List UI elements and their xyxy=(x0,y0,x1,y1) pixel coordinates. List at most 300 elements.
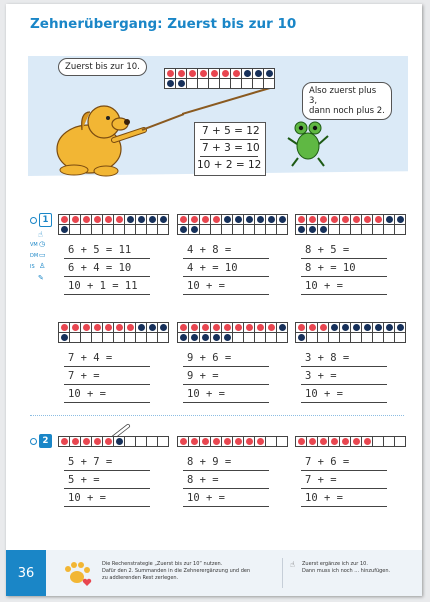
red-counter xyxy=(268,324,275,331)
frame-cell xyxy=(81,437,91,446)
answer-line xyxy=(183,258,269,259)
red-counter xyxy=(233,70,240,77)
frame-cell xyxy=(70,225,80,234)
frame-cell xyxy=(253,69,263,78)
equation-line[interactable]: 3 + = xyxy=(305,370,337,382)
frame-cell xyxy=(103,437,113,446)
frame-cell xyxy=(318,215,328,224)
frame-cell xyxy=(70,333,80,342)
frame-cell xyxy=(395,323,405,332)
red-counter xyxy=(61,324,68,331)
equation-line[interactable]: 8 + 5 = xyxy=(305,244,350,256)
blue-counter xyxy=(191,334,198,341)
red-counter xyxy=(180,216,187,223)
frame-cell xyxy=(198,79,208,88)
red-counter xyxy=(61,216,68,223)
frame-cell xyxy=(340,333,350,342)
frame-cell xyxy=(222,333,232,342)
frame-cell xyxy=(233,225,243,234)
frame-cell xyxy=(373,333,383,342)
frame-cell xyxy=(266,437,276,446)
frame-cell xyxy=(178,437,188,446)
equation-line[interactable]: 10 + = xyxy=(68,388,106,400)
frame-cell xyxy=(70,437,80,446)
frame-cell xyxy=(351,215,361,224)
red-counter xyxy=(353,216,360,223)
frame-cell xyxy=(244,215,254,224)
frame-cell xyxy=(103,225,113,234)
blue-counter xyxy=(298,334,305,341)
frame-cell xyxy=(340,215,350,224)
blue-counter xyxy=(298,226,305,233)
ten-frame xyxy=(177,214,288,235)
frame-cell xyxy=(340,323,350,332)
frame-cell xyxy=(178,225,188,234)
frame-cell xyxy=(296,225,306,234)
blue-counter xyxy=(397,324,404,331)
frame-cell xyxy=(70,215,80,224)
frame-cell xyxy=(253,79,263,88)
blue-counter xyxy=(255,70,262,77)
frame-cell xyxy=(189,437,199,446)
dog-speech-bubble xyxy=(58,58,147,76)
red-counter xyxy=(235,438,242,445)
frame-cell xyxy=(165,69,175,78)
red-counter xyxy=(342,438,349,445)
frame-cell xyxy=(59,225,69,234)
frame-cell xyxy=(318,225,328,234)
red-counter xyxy=(364,438,371,445)
frame-cell xyxy=(362,225,372,234)
frame-cell xyxy=(147,437,157,446)
frame-cell xyxy=(222,437,232,446)
frame-cell xyxy=(114,333,124,342)
red-counter xyxy=(116,216,123,223)
frame-cell xyxy=(395,225,405,234)
red-counter xyxy=(246,324,253,331)
frame-cell xyxy=(277,225,287,234)
blue-counter xyxy=(257,216,264,223)
red-counter xyxy=(298,216,305,223)
frame-cell xyxy=(158,437,168,446)
intro-equation-3: 10 + 2 = 12 xyxy=(197,159,262,171)
equation-line[interactable]: 10 + 1 = 11 xyxy=(68,280,138,292)
red-counter xyxy=(167,70,174,77)
frame-cell xyxy=(136,333,146,342)
frame-cell xyxy=(231,69,241,78)
footer-divider xyxy=(282,558,283,588)
blue-counter xyxy=(266,70,273,77)
frame-cell xyxy=(200,323,210,332)
blue-counter xyxy=(213,334,220,341)
blue-counter xyxy=(353,324,360,331)
frame-cell xyxy=(70,323,80,332)
pointer-stick xyxy=(182,86,272,118)
frog-illustration xyxy=(286,116,330,168)
red-counter xyxy=(375,216,382,223)
frame-cell xyxy=(351,437,361,446)
frame-cell xyxy=(362,333,372,342)
frame-cell xyxy=(211,333,221,342)
red-counter xyxy=(257,438,264,445)
red-counter xyxy=(246,438,253,445)
equation-line[interactable]: 7 + = xyxy=(305,474,337,486)
red-counter xyxy=(320,216,327,223)
blue-counter xyxy=(202,334,209,341)
blue-counter xyxy=(375,324,382,331)
hand-icon: ☝ xyxy=(290,560,295,569)
red-counter xyxy=(105,324,112,331)
blue-counter xyxy=(364,324,371,331)
blue-counter xyxy=(138,216,145,223)
blue-counter xyxy=(61,334,68,341)
frame-cell xyxy=(384,333,394,342)
answer-line xyxy=(183,366,269,367)
frame-cell xyxy=(384,323,394,332)
blue-counter xyxy=(160,324,167,331)
answer-line xyxy=(64,294,150,295)
frame-cell xyxy=(200,225,210,234)
frame-cell xyxy=(266,323,276,332)
frame-cell xyxy=(244,437,254,446)
frame-cell xyxy=(92,333,102,342)
red-counter xyxy=(178,70,185,77)
frog-speech-line2: dann noch plus 2. xyxy=(309,106,385,116)
frame-cell xyxy=(136,437,146,446)
red-counter xyxy=(105,438,112,445)
frame-cell xyxy=(81,333,91,342)
frame-cell xyxy=(178,215,188,224)
frame-cell xyxy=(59,215,69,224)
red-counter xyxy=(224,324,231,331)
equation-line[interactable]: 3 + 8 = xyxy=(305,352,350,364)
red-counter xyxy=(191,216,198,223)
blue-counter xyxy=(397,216,404,223)
answer-line xyxy=(301,402,387,403)
red-counter xyxy=(320,324,327,331)
red-counter xyxy=(83,324,90,331)
blue-counter xyxy=(116,438,123,445)
frame-cell xyxy=(244,333,254,342)
equation-line[interactable]: 7 + 4 = xyxy=(68,352,113,364)
intro-equation-1: 7 + 5 = 12 xyxy=(202,125,260,137)
ten-frame xyxy=(295,322,406,343)
frame-cell xyxy=(147,323,157,332)
frame-cell xyxy=(266,225,276,234)
frame-cell xyxy=(211,215,221,224)
frame-cell xyxy=(255,215,265,224)
equation-line[interactable]: 4 + 8 = xyxy=(187,244,232,256)
frog-speech-bubble xyxy=(302,82,392,120)
red-counter xyxy=(202,438,209,445)
page-title: Zehnerübergang: Zuerst bis zur 10 xyxy=(30,16,297,32)
frame-cell xyxy=(189,323,199,332)
equation-line[interactable]: 6 + 5 = 11 xyxy=(68,244,132,256)
equation-line[interactable]: 5 + 7 = xyxy=(68,456,113,468)
frame-cell xyxy=(296,323,306,332)
answer-line xyxy=(183,276,269,277)
answer-line xyxy=(64,366,150,367)
ten-frame xyxy=(177,436,288,447)
frame-cell xyxy=(340,225,350,234)
blue-counter xyxy=(160,216,167,223)
frame-cell xyxy=(384,437,394,446)
frame-cell xyxy=(373,323,383,332)
answer-line xyxy=(301,294,387,295)
frame-cell xyxy=(231,79,241,88)
frame-cell xyxy=(92,437,102,446)
frame-cell xyxy=(125,215,135,224)
edit-icon: ✎ xyxy=(38,274,44,282)
task-checkbox[interactable] xyxy=(30,217,37,224)
blue-counter xyxy=(167,80,174,87)
red-counter xyxy=(94,438,101,445)
frame-cell xyxy=(125,333,135,342)
frame-cell xyxy=(114,437,124,446)
blue-counter xyxy=(320,226,327,233)
page-footer xyxy=(6,550,422,596)
frame-cell xyxy=(176,69,186,78)
frame-cell xyxy=(362,215,372,224)
equation-line[interactable]: 4 + = 10 xyxy=(187,262,238,274)
answer-line xyxy=(64,470,150,471)
blue-counter xyxy=(268,216,275,223)
red-counter xyxy=(257,324,264,331)
blue-counter xyxy=(180,226,187,233)
frame-cell xyxy=(103,323,113,332)
blue-counter xyxy=(331,324,338,331)
blue-counter xyxy=(180,334,187,341)
paw-icon xyxy=(62,560,92,586)
red-counter xyxy=(353,438,360,445)
red-counter xyxy=(94,324,101,331)
equation-rule xyxy=(200,156,258,157)
red-counter xyxy=(331,216,338,223)
red-counter xyxy=(105,216,112,223)
frame-cell xyxy=(307,333,317,342)
blue-counter xyxy=(279,324,286,331)
blue-counter xyxy=(309,226,316,233)
frame-cell xyxy=(114,215,124,224)
equation-line[interactable]: 10 + = xyxy=(187,388,225,400)
frame-cell xyxy=(158,323,168,332)
frame-cell xyxy=(318,323,328,332)
equation-line[interactable]: 5 + = xyxy=(68,474,100,486)
frame-cell xyxy=(340,437,350,446)
equation-line[interactable]: 10 + = xyxy=(305,492,343,504)
red-counter xyxy=(222,70,229,77)
frame-cell xyxy=(81,215,91,224)
frame-cell xyxy=(296,333,306,342)
answer-line xyxy=(301,276,387,277)
red-counter xyxy=(200,70,207,77)
answer-line xyxy=(64,384,150,385)
blue-counter xyxy=(224,216,231,223)
red-counter xyxy=(94,216,101,223)
frame-cell xyxy=(189,333,199,342)
frame-cell xyxy=(362,437,372,446)
red-counter xyxy=(202,216,209,223)
blue-counter xyxy=(149,324,156,331)
footer-student-note: Zuerst ergänze ich zur 10. Dann muss ich noch ... hinzufügen. xyxy=(302,561,391,574)
red-counter xyxy=(72,438,79,445)
answer-line xyxy=(301,366,387,367)
frame-cell xyxy=(200,333,210,342)
frame-cell xyxy=(318,333,328,342)
red-counter xyxy=(211,70,218,77)
ten-frame xyxy=(177,322,288,343)
frame-cell xyxy=(255,225,265,234)
equation-line[interactable]: 10 + = xyxy=(305,388,343,400)
frame-cell xyxy=(92,215,102,224)
frame-cell xyxy=(220,69,230,78)
frame-cell xyxy=(209,69,219,78)
equation-line[interactable]: 7 + = xyxy=(68,370,100,382)
blue-counter xyxy=(235,216,242,223)
frame-cell xyxy=(307,437,317,446)
frame-cell xyxy=(114,323,124,332)
answer-line xyxy=(301,258,387,259)
task-checkbox[interactable] xyxy=(30,438,37,445)
red-counter xyxy=(191,324,198,331)
frame-cell xyxy=(114,225,124,234)
equation-line[interactable]: 8 + = 10 xyxy=(305,262,356,274)
section-divider xyxy=(30,415,404,416)
frame-cell xyxy=(209,79,219,88)
blue-counter xyxy=(191,226,198,233)
equation-line[interactable]: 8 + 9 = xyxy=(187,456,232,468)
equation-line[interactable]: 9 + 6 = xyxy=(187,352,232,364)
red-counter xyxy=(235,324,242,331)
dog-speech-text: Zuerst bis zur 10. xyxy=(65,62,140,72)
frame-cell xyxy=(147,225,157,234)
red-counter xyxy=(364,216,371,223)
ten-frame xyxy=(58,322,169,343)
frame-cell xyxy=(211,323,221,332)
page-number: 36 xyxy=(6,550,46,596)
task-number-1: 1 xyxy=(39,213,52,227)
answer-line xyxy=(183,488,269,489)
frame-cell xyxy=(233,215,243,224)
red-counter xyxy=(298,438,305,445)
answer-line xyxy=(301,384,387,385)
frame-cell xyxy=(233,333,243,342)
frame-cell xyxy=(189,225,199,234)
answer-line xyxy=(183,470,269,471)
answer-line xyxy=(183,294,269,295)
frame-cell xyxy=(92,225,102,234)
frame-cell xyxy=(222,215,232,224)
red-counter xyxy=(180,324,187,331)
frame-cell xyxy=(329,225,339,234)
side-label-is: IS xyxy=(30,264,35,270)
frame-cell xyxy=(189,215,199,224)
frame-cell xyxy=(158,225,168,234)
frame-cell xyxy=(264,69,274,78)
equation-line[interactable]: 10 + = xyxy=(305,280,343,292)
answer-line xyxy=(301,506,387,507)
answer-line xyxy=(183,402,269,403)
side-label-vm: VM xyxy=(30,242,38,248)
frame-cell xyxy=(373,215,383,224)
equation-line[interactable]: 6 + 4 = 10 xyxy=(68,262,132,274)
frame-cell xyxy=(351,225,361,234)
frame-cell xyxy=(147,215,157,224)
red-counter xyxy=(342,216,349,223)
frame-cell xyxy=(242,79,252,88)
frame-cell xyxy=(165,79,175,88)
frame-cell xyxy=(329,333,339,342)
frame-cell xyxy=(395,437,405,446)
equation-line[interactable]: 10 + = xyxy=(187,280,225,292)
frame-cell xyxy=(264,79,274,88)
frame-cell xyxy=(307,323,317,332)
red-counter xyxy=(309,216,316,223)
frame-cell xyxy=(136,323,146,332)
frame-cell xyxy=(244,225,254,234)
frame-cell xyxy=(233,323,243,332)
red-counter xyxy=(116,324,123,331)
frame-cell xyxy=(255,333,265,342)
frame-cell xyxy=(92,323,102,332)
frame-cell xyxy=(211,225,221,234)
blue-counter xyxy=(138,324,145,331)
frame-cell xyxy=(395,333,405,342)
equation-line[interactable]: 7 + 6 = xyxy=(305,456,350,468)
frame-cell xyxy=(351,333,361,342)
answer-line xyxy=(64,276,150,277)
equation-line[interactable]: 8 + = xyxy=(187,474,219,486)
frame-cell xyxy=(242,69,252,78)
frame-cell xyxy=(384,225,394,234)
frame-cell xyxy=(296,437,306,446)
answer-line xyxy=(183,506,269,507)
red-counter xyxy=(331,438,338,445)
frame-cell xyxy=(103,333,113,342)
frame-cell xyxy=(307,215,317,224)
frame-cell xyxy=(255,437,265,446)
blue-counter xyxy=(178,80,185,87)
frame-cell xyxy=(351,323,361,332)
intro-ten-frame xyxy=(164,68,275,89)
red-counter xyxy=(83,216,90,223)
frame-cell xyxy=(81,225,91,234)
frame-cell xyxy=(222,323,232,332)
red-counter xyxy=(309,438,316,445)
frame-cell xyxy=(395,215,405,224)
red-counter xyxy=(127,324,134,331)
ten-frame xyxy=(58,436,169,447)
blue-counter xyxy=(61,226,68,233)
answer-line xyxy=(64,506,150,507)
frame-cell xyxy=(59,323,69,332)
equation-line[interactable]: 9 + = xyxy=(187,370,219,382)
frame-cell xyxy=(329,437,339,446)
frame-cell xyxy=(200,215,210,224)
frame-cell xyxy=(220,79,230,88)
equation-line[interactable]: 10 + = xyxy=(187,492,225,504)
red-counter xyxy=(213,324,220,331)
blue-counter xyxy=(246,216,253,223)
red-counter xyxy=(320,438,327,445)
frame-cell xyxy=(103,215,113,224)
footer-teacher-note: Die Rechenstrategie „Zuerst bis zur 10“ nutzen. Dafür den 2. Summanden in die Zehnerergänzung und den zu addierenden Rest zerlegen. xyxy=(102,561,251,581)
frame-cell xyxy=(277,323,287,332)
ten-frame xyxy=(58,214,169,235)
dog-illustration xyxy=(44,94,184,178)
frame-cell xyxy=(266,333,276,342)
equation-line[interactable]: 10 + = xyxy=(68,492,106,504)
